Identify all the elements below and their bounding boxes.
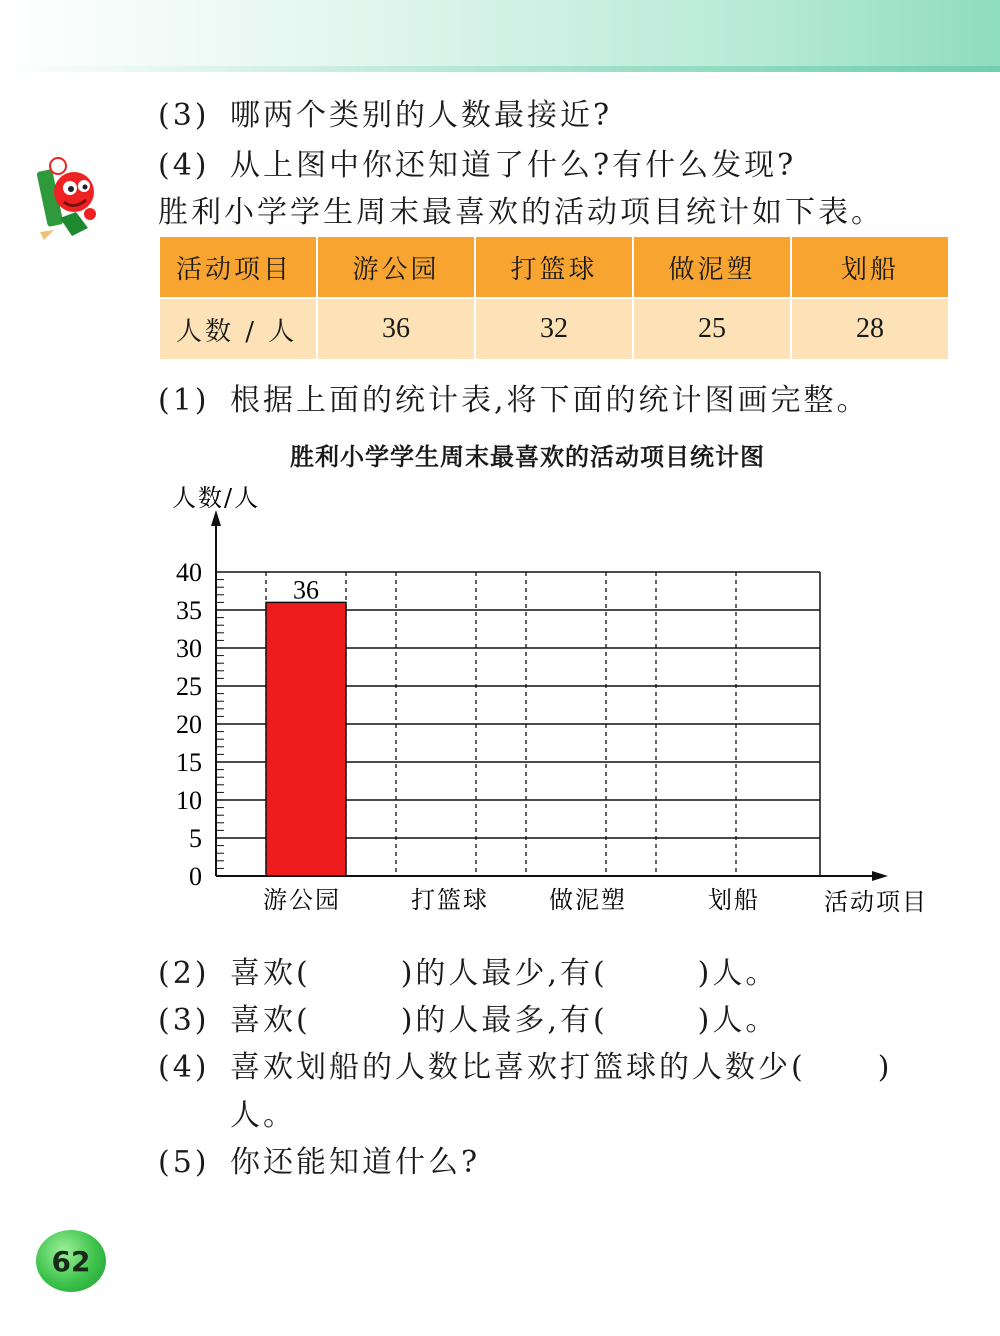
page-number-badge <box>36 1230 106 1292</box>
question-3-top <box>158 90 612 134</box>
question-text-part: )人。 <box>697 1003 779 1038</box>
table-intro: 胜利小学学生周末最喜欢的活动项目统计如下表。 <box>158 195 884 230</box>
chart-ytick-label: 20 <box>176 710 202 739</box>
chart-ytick-label: 25 <box>176 672 202 701</box>
chart-category-labels <box>263 886 760 914</box>
question-4-bottom <box>158 1042 892 1086</box>
chart-bar <box>266 602 346 876</box>
bar-chart <box>0 470 1000 930</box>
chart-category-label: 游公园 <box>263 886 341 914</box>
chart-ytick-labels <box>176 558 202 891</box>
chart-ytick-label: 40 <box>176 558 202 587</box>
question-text: 根据上面的统计表,将下面的统计图画完整。 <box>230 383 870 418</box>
table-cell: 28 <box>791 298 949 360</box>
question-text: 你还能知道什么? <box>230 1145 481 1180</box>
question-text-part: 喜欢划船的人数比喜欢打篮球的人数少( <box>230 1050 806 1085</box>
chart-x-axis-label: 活动项目 <box>824 888 928 916</box>
task-1 <box>158 375 870 419</box>
question-text-part: )人。 <box>697 956 779 991</box>
chart-x-axis-arrow <box>872 871 888 881</box>
table-header-label: 活动项目 <box>159 236 317 298</box>
question-2-bottom <box>158 948 778 992</box>
question-number: (4) <box>158 1050 210 1085</box>
chart-ytick-label: 30 <box>176 634 202 663</box>
page-number: 62 <box>51 1244 91 1278</box>
question-number: (3) <box>158 98 210 133</box>
question-3-bottom <box>158 995 778 1039</box>
chart-y-axis-arrow <box>211 510 221 526</box>
table-cell: 36 <box>317 298 475 360</box>
chart-category-label: 划船 <box>708 886 760 914</box>
chart-category-label: 做泥塑 <box>549 886 627 914</box>
question-number: (3) <box>158 1003 210 1038</box>
statistics-table <box>158 235 950 361</box>
chart-ytick-label: 15 <box>176 748 202 777</box>
table-value-row <box>159 298 949 360</box>
chart-y-axis-label: 人数/人 <box>172 484 261 512</box>
table-col-header: 游公园 <box>317 236 475 298</box>
question-number: (5) <box>158 1145 210 1180</box>
question-text-part: 喜欢( <box>230 956 311 991</box>
question-4-bottom-cont: 人。 <box>230 1098 296 1133</box>
question-text-part: ) <box>877 1050 893 1085</box>
chart-ytick-label: 0 <box>189 862 202 891</box>
chart-ytick-label: 5 <box>189 824 202 853</box>
question-5-bottom <box>158 1137 480 1181</box>
table-header-row <box>159 236 949 298</box>
question-text-part: 喜欢( <box>230 1003 311 1038</box>
table-cell: 32 <box>475 298 633 360</box>
chart-data-label: 36 <box>293 575 319 605</box>
table-col-header: 打篮球 <box>475 236 633 298</box>
question-4-top <box>158 140 796 184</box>
table-col-header: 做泥塑 <box>633 236 791 298</box>
table-cell: 25 <box>633 298 791 360</box>
table-col-header: 划船 <box>791 236 949 298</box>
chart-ytick-label: 35 <box>176 596 202 625</box>
question-number: (4) <box>158 148 210 183</box>
chart-title: 胜利小学学生周末最喜欢的活动项目统计图 <box>290 443 765 471</box>
question-text: 哪两个类别的人数最接近? <box>230 98 613 133</box>
question-text: 从上图中你还知道了什么?有什么发现? <box>230 148 797 183</box>
page-header-band <box>0 0 1000 72</box>
chart-category-label: 打篮球 <box>411 886 489 914</box>
question-number: (1) <box>158 383 210 418</box>
chart-ytick-label: 10 <box>176 786 202 815</box>
question-text-part: )的人最少,有( <box>400 956 608 991</box>
table-row-label: 人数 / 人 <box>159 298 317 360</box>
pencil-mascot-icon <box>28 152 108 240</box>
chart-bars <box>266 575 346 876</box>
question-text-part: )的人最多,有( <box>400 1003 608 1038</box>
question-number: (2) <box>158 956 210 991</box>
